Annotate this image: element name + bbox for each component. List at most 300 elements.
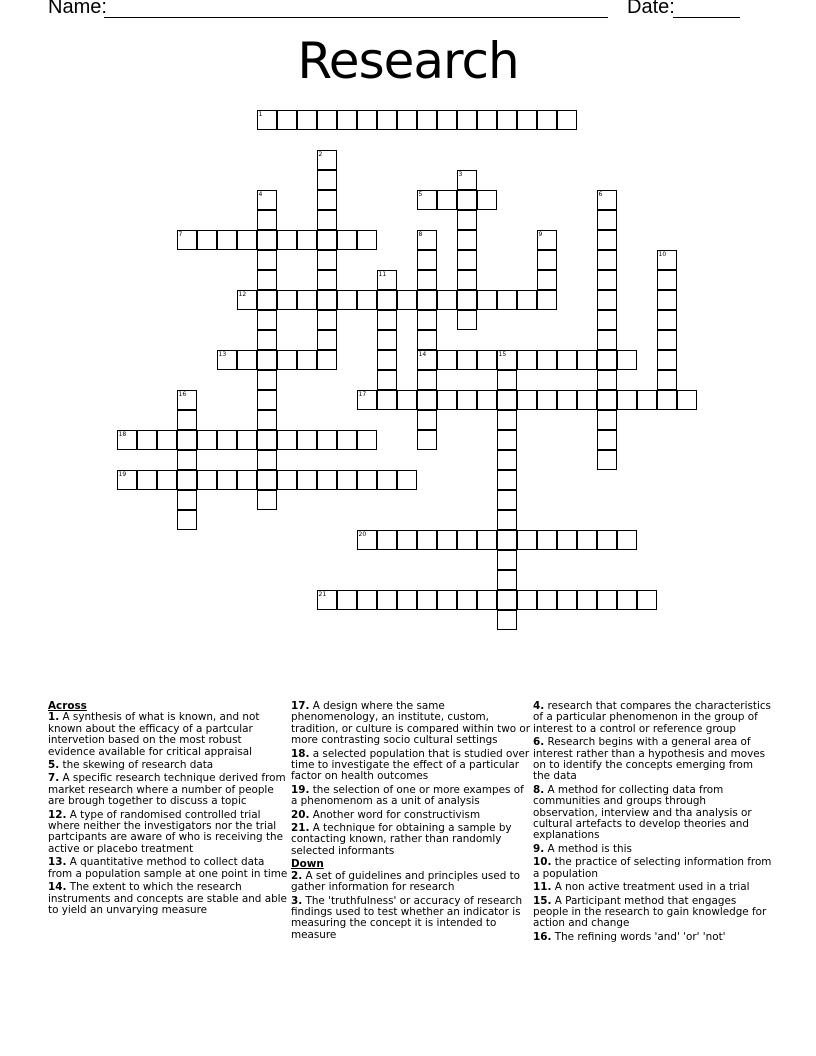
crossword-cell[interactable] xyxy=(337,590,357,610)
crossword-cell[interactable] xyxy=(537,250,557,270)
crossword-cell[interactable] xyxy=(357,390,377,410)
clue-number-label: 15 xyxy=(498,350,507,358)
crossword-cell[interactable] xyxy=(297,430,317,450)
date-field[interactable] xyxy=(673,0,740,18)
crossword-cell[interactable] xyxy=(237,230,257,250)
clue-number: 18. xyxy=(291,747,310,760)
crossword-cell[interactable] xyxy=(217,470,237,490)
crossword-cell[interactable] xyxy=(657,310,677,330)
clue-text: Research begins with a general area of interest rather than a hypothesis and moves on to identify the concepts emerging from the data xyxy=(533,736,766,783)
crossword-cell[interactable] xyxy=(317,470,337,490)
crossword-cell[interactable] xyxy=(317,110,337,130)
crossword-cell[interactable] xyxy=(397,530,417,550)
crossword-cell[interactable] xyxy=(397,470,417,490)
crossword-cell[interactable] xyxy=(517,390,537,410)
crossword-cell[interactable] xyxy=(257,470,277,490)
crossword-cell[interactable] xyxy=(317,170,337,190)
crossword-cell[interactable] xyxy=(377,330,397,350)
crossword-cell[interactable] xyxy=(257,250,277,270)
crossword-cell[interactable] xyxy=(457,170,477,190)
crossword-cell[interactable] xyxy=(457,390,477,410)
clue-number-label: 8 xyxy=(418,230,423,238)
crossword-cell[interactable] xyxy=(317,250,337,270)
crossword-cell[interactable] xyxy=(517,590,537,610)
crossword-cell[interactable] xyxy=(137,470,157,490)
clue-number-label: 7 xyxy=(178,230,183,238)
crossword-cell[interactable] xyxy=(177,470,197,490)
crossword-cell[interactable] xyxy=(277,110,297,130)
crossword-cell[interactable] xyxy=(457,310,477,330)
clue-across-5 xyxy=(48,760,288,771)
crossword-cell[interactable] xyxy=(537,290,557,310)
crossword-cell[interactable] xyxy=(437,590,457,610)
crossword-cell[interactable] xyxy=(597,450,617,470)
clue-number-label: 19 xyxy=(118,470,127,478)
crossword-cell[interactable] xyxy=(217,350,237,370)
clues-column-3 xyxy=(533,701,773,945)
crossword-cell[interactable] xyxy=(297,110,317,130)
crossword-cell[interactable] xyxy=(357,470,377,490)
crossword-cell[interactable] xyxy=(637,590,657,610)
clue-across-17 xyxy=(291,701,531,747)
crossword-cell[interactable] xyxy=(657,390,677,410)
clue-number: 15. xyxy=(533,894,552,907)
crossword-cell[interactable] xyxy=(597,290,617,310)
crossword-cell[interactable] xyxy=(417,110,437,130)
clue-number-label: 5 xyxy=(418,190,423,198)
crossword-cell[interactable] xyxy=(537,110,557,130)
crossword-cell[interactable] xyxy=(317,590,337,610)
crossword-cell[interactable] xyxy=(337,430,357,450)
crossword-cell[interactable] xyxy=(537,270,557,290)
crossword-cell[interactable] xyxy=(437,530,457,550)
crossword-cell[interactable] xyxy=(397,290,417,310)
clue-across-12 xyxy=(48,810,288,856)
crossword-cell[interactable] xyxy=(417,430,437,450)
clue-number: 13. xyxy=(48,856,67,869)
crossword-cell[interactable] xyxy=(377,590,397,610)
crossword-cell[interactable] xyxy=(457,230,477,250)
clue-number-label: 11 xyxy=(378,270,387,278)
clue-number: 10. xyxy=(533,856,552,869)
clue-text: A type of randomised controlled trial where neither the investigators nor the trial partcipants are aware of who is receiving the active or placebo treatment xyxy=(48,808,283,855)
crossword-cell[interactable] xyxy=(497,370,517,390)
crossword-cell[interactable] xyxy=(497,410,517,430)
crossword-cell[interactable] xyxy=(597,190,617,210)
clue-across-13 xyxy=(48,857,288,880)
crossword-cell[interactable] xyxy=(157,430,177,450)
crossword-cell[interactable] xyxy=(417,530,437,550)
crossword-cell[interactable] xyxy=(337,230,357,250)
crossword-cell[interactable] xyxy=(317,330,337,350)
crossword-cell[interactable] xyxy=(337,110,357,130)
crossword-cell[interactable] xyxy=(477,290,497,310)
crossword-cell[interactable] xyxy=(497,430,517,450)
crossword-cell[interactable] xyxy=(537,350,557,370)
clue-down-8 xyxy=(533,785,773,842)
clue-number: 6. xyxy=(533,736,545,749)
crossword-cell[interactable] xyxy=(257,370,277,390)
clue-number: 21. xyxy=(291,822,310,835)
crossword-cell[interactable] xyxy=(237,290,257,310)
crossword-cell[interactable] xyxy=(557,350,577,370)
crossword-cell[interactable] xyxy=(597,270,617,290)
crossword-cell[interactable] xyxy=(257,350,277,370)
crossword-cell[interactable] xyxy=(657,370,677,390)
clue-text: A set of guidelines and principles used to gather information for research xyxy=(291,869,521,894)
crossword-cell[interactable] xyxy=(657,270,677,290)
crossword-cell[interactable] xyxy=(377,470,397,490)
crossword-cell[interactable] xyxy=(457,110,477,130)
crossword-cell[interactable] xyxy=(477,110,497,130)
clue-number-label: 12 xyxy=(238,290,247,298)
crossword-cell[interactable] xyxy=(297,350,317,370)
crossword-cell[interactable] xyxy=(317,350,337,370)
crossword-cell[interactable] xyxy=(457,290,477,310)
crossword-cell[interactable] xyxy=(257,270,277,290)
crossword-cell[interactable] xyxy=(237,430,257,450)
crossword-cell[interactable] xyxy=(417,230,437,250)
crossword-cell[interactable] xyxy=(177,230,197,250)
crossword-cell[interactable] xyxy=(497,590,517,610)
crossword-cell[interactable] xyxy=(417,310,437,330)
crossword-cell[interactable] xyxy=(177,410,197,430)
crossword-cell[interactable] xyxy=(677,390,697,410)
clue-down-6 xyxy=(533,737,773,783)
crossword-cell[interactable] xyxy=(617,590,637,610)
clue-number-label: 18 xyxy=(118,430,127,438)
crossword-cell[interactable] xyxy=(617,350,637,370)
crossword-cell[interactable] xyxy=(477,190,497,210)
crossword-cell[interactable] xyxy=(197,230,217,250)
clue-number: 16. xyxy=(533,930,552,943)
crossword-cell[interactable] xyxy=(657,350,677,370)
clue-number-label: 4 xyxy=(258,190,263,198)
crossword-cell[interactable] xyxy=(357,110,377,130)
crossword-cell[interactable] xyxy=(357,530,377,550)
crossword-cell[interactable] xyxy=(457,530,477,550)
crossword-cell[interactable] xyxy=(477,350,497,370)
crossword-cell[interactable] xyxy=(657,250,677,270)
clue-down-10 xyxy=(533,857,773,880)
crossword-cell[interactable] xyxy=(457,210,477,230)
crossword-cell[interactable] xyxy=(597,250,617,270)
clue-across-7 xyxy=(48,773,288,807)
crossword-cell[interactable] xyxy=(177,390,197,410)
clue-down-11 xyxy=(533,882,773,893)
crossword-cell[interactable] xyxy=(377,290,397,310)
crossword-cell[interactable] xyxy=(157,470,177,490)
crossword-cell[interactable] xyxy=(557,530,577,550)
crossword-cell[interactable] xyxy=(597,590,617,610)
clue-across-18 xyxy=(291,749,531,783)
crossword-cell[interactable] xyxy=(597,330,617,350)
crossword-cell[interactable] xyxy=(357,290,377,310)
across-heading: Across xyxy=(48,700,87,712)
clue-text: research that compares the characteristics of a particular phenomenon in the group of interest to a control or reference group xyxy=(533,700,771,735)
crossword-cell[interactable] xyxy=(617,530,637,550)
crossword-cell[interactable] xyxy=(377,370,397,390)
crossword-cell[interactable] xyxy=(377,310,397,330)
crossword-cell[interactable] xyxy=(277,230,297,250)
clue-number-label: 14 xyxy=(418,350,427,358)
down-heading: Down xyxy=(291,858,324,871)
clue-number-label: 20 xyxy=(358,530,367,538)
name-label: Name: xyxy=(48,0,107,18)
crossword-cell[interactable] xyxy=(537,230,557,250)
crossword-cell[interactable] xyxy=(277,470,297,490)
crossword-cell[interactable] xyxy=(497,290,517,310)
crossword-cell[interactable] xyxy=(297,470,317,490)
crossword-cell[interactable] xyxy=(417,270,437,290)
crossword-cell[interactable] xyxy=(257,410,277,430)
crossword-cell[interactable] xyxy=(397,590,417,610)
crossword-cell[interactable] xyxy=(417,390,437,410)
crossword-cell[interactable] xyxy=(597,410,617,430)
clue-number-label: 17 xyxy=(358,390,367,398)
crossword-cell[interactable] xyxy=(177,510,197,530)
clue-text: A method is this xyxy=(547,842,632,855)
crossword-cell[interactable] xyxy=(377,350,397,370)
clue-number: 8. xyxy=(533,783,545,796)
crossword-cell[interactable] xyxy=(357,590,377,610)
date-label: Date: xyxy=(627,0,675,18)
clue-text: A technique for obtaining a sample by contacting known, rather than randomly selected informants xyxy=(291,822,512,857)
crossword-cell[interactable] xyxy=(437,290,457,310)
crossword-cell[interactable] xyxy=(477,390,497,410)
crossword-cell[interactable] xyxy=(497,110,517,130)
crossword-cell[interactable] xyxy=(597,350,617,370)
clue-number: 12. xyxy=(48,808,67,821)
clue-number-label: 3 xyxy=(458,170,463,178)
crossword-cell[interactable] xyxy=(597,530,617,550)
clue-number: 14. xyxy=(48,881,67,894)
clue-number: 2. xyxy=(291,869,303,882)
crossword-cell[interactable] xyxy=(257,290,277,310)
crossword-cell[interactable] xyxy=(417,250,437,270)
crossword-cell[interactable] xyxy=(417,190,437,210)
crossword-cell[interactable] xyxy=(237,470,257,490)
crossword-cell[interactable] xyxy=(257,210,277,230)
clue-text: Another word for constructivism xyxy=(312,808,481,821)
clue-text: a selected population that is studied over time to investigate the effect of a particular factor on health outcomes xyxy=(291,747,530,783)
crossword-cell[interactable] xyxy=(497,450,517,470)
crossword-cell[interactable] xyxy=(497,490,517,510)
clue-number-label: 2 xyxy=(318,150,323,158)
crossword-cell[interactable] xyxy=(417,590,437,610)
crossword-cell[interactable] xyxy=(257,330,277,350)
crossword-cell[interactable] xyxy=(457,250,477,270)
crossword-cell[interactable] xyxy=(417,290,437,310)
crossword-cell[interactable] xyxy=(397,110,417,130)
crossword-cell[interactable] xyxy=(377,110,397,130)
crossword-cell[interactable] xyxy=(257,490,277,510)
crossword-cell[interactable] xyxy=(377,390,397,410)
clue-number: 1. xyxy=(48,711,60,724)
crossword-cell[interactable] xyxy=(317,190,337,210)
crossword-cell[interactable] xyxy=(497,530,517,550)
clue-down-15 xyxy=(533,896,773,930)
crossword-cell[interactable] xyxy=(357,230,377,250)
clue-text: A Participant method that engages people in the research to gain knowledge for action and change xyxy=(533,894,767,930)
crossword-cell[interactable] xyxy=(177,430,197,450)
crossword-cell[interactable] xyxy=(497,350,517,370)
clue-number: 17. xyxy=(291,700,310,712)
clue-number-label: 13 xyxy=(218,350,227,358)
crossword-cell[interactable] xyxy=(577,590,597,610)
crossword-cell[interactable] xyxy=(317,310,337,330)
crossword-cell[interactable] xyxy=(597,390,617,410)
clue-number: 20. xyxy=(291,808,310,821)
crossword-cell[interactable] xyxy=(317,290,337,310)
worksheet-header xyxy=(48,0,748,20)
crossword-cell[interactable] xyxy=(257,390,277,410)
crossword-cell[interactable] xyxy=(317,430,337,450)
crossword-cell[interactable] xyxy=(577,530,597,550)
crossword-cell[interactable] xyxy=(417,330,437,350)
clue-number: 4. xyxy=(533,700,545,712)
clue-text: A method for collecting data from communities and groups through observation, interview and tha analysis or cultural artefacts to develop theories and explanations xyxy=(533,783,752,842)
clue-text: The 'truthfulness' or accuracy of research findings used to test whether an indicator is measuring the concept it is intended to measure xyxy=(291,894,523,941)
crossword-cell[interactable] xyxy=(117,470,137,490)
crossword-cell[interactable] xyxy=(257,450,277,470)
crossword-cell[interactable] xyxy=(257,230,277,250)
crossword-cell[interactable] xyxy=(137,430,157,450)
crossword-cell[interactable] xyxy=(477,590,497,610)
crossword-cell[interactable] xyxy=(557,590,577,610)
crossword-cell[interactable] xyxy=(477,530,497,550)
crossword-cell[interactable] xyxy=(657,330,677,350)
clue-text: the selection of one or more exampes of a phenomenom as a unit of analysis xyxy=(291,783,524,808)
crossword-cell[interactable] xyxy=(397,390,417,410)
crossword-cell[interactable] xyxy=(537,530,557,550)
crossword-cell[interactable] xyxy=(277,350,297,370)
crossword-cell[interactable] xyxy=(257,430,277,450)
crossword-cell[interactable] xyxy=(497,390,517,410)
crossword-cell[interactable] xyxy=(497,570,517,590)
crossword-cell[interactable] xyxy=(517,530,537,550)
crossword-grid xyxy=(117,110,717,650)
crossword-cell[interactable] xyxy=(597,310,617,330)
crossword-cell[interactable] xyxy=(357,430,377,450)
crossword-cell[interactable] xyxy=(497,510,517,530)
crossword-cell[interactable] xyxy=(517,290,537,310)
crossword-cell[interactable] xyxy=(117,430,137,450)
crossword-cell[interactable] xyxy=(177,490,197,510)
crossword-cell[interactable] xyxy=(577,390,597,410)
clues-column-1 xyxy=(48,701,288,918)
crossword-cell[interactable] xyxy=(597,230,617,250)
crossword-cell[interactable] xyxy=(437,190,457,210)
clue-number-label: 16 xyxy=(178,390,187,398)
crossword-cell[interactable] xyxy=(257,310,277,330)
crossword-cell[interactable] xyxy=(437,350,457,370)
crossword-cell[interactable] xyxy=(497,470,517,490)
clue-text: A quantitative method to collect data from a population sample at one point in time xyxy=(48,856,288,880)
name-field[interactable] xyxy=(104,0,608,18)
clue-text: A synthesis of what is known, and not known about the efficacy of a partcular intervetion based on the most robust evidence available for critical appraisal xyxy=(48,711,260,758)
crossword-cell[interactable] xyxy=(597,430,617,450)
crossword-cell[interactable] xyxy=(637,390,657,410)
crossword-cell[interactable] xyxy=(297,290,317,310)
crossword-cell[interactable] xyxy=(557,390,577,410)
crossword-cell[interactable] xyxy=(237,350,257,370)
clue-across-21 xyxy=(291,823,531,857)
page-title: Research xyxy=(297,32,519,90)
crossword-cell[interactable] xyxy=(417,410,437,430)
clue-across-19 xyxy=(291,785,531,808)
clue-number: 3. xyxy=(291,894,303,907)
crossword-cell[interactable] xyxy=(537,390,557,410)
crossword-cell[interactable] xyxy=(557,110,577,130)
clue-down-2 xyxy=(291,871,531,894)
crossword-cell[interactable] xyxy=(317,150,337,170)
crossword-cell[interactable] xyxy=(437,110,457,130)
crossword-cell[interactable] xyxy=(517,110,537,130)
crossword-cell[interactable] xyxy=(197,430,217,450)
crossword-cell[interactable] xyxy=(217,430,237,450)
crossword-cell[interactable] xyxy=(257,110,277,130)
crossword-cell[interactable] xyxy=(337,290,357,310)
crossword-cell[interactable] xyxy=(377,530,397,550)
crossword-cell[interactable] xyxy=(317,230,337,250)
crossword-cell[interactable] xyxy=(217,230,237,250)
crossword-cell[interactable] xyxy=(417,370,437,390)
clue-number: 9. xyxy=(533,842,545,855)
crossword-cell[interactable] xyxy=(457,590,477,610)
crossword-cell[interactable] xyxy=(537,590,557,610)
clue-down-16 xyxy=(533,932,773,943)
crossword-cell[interactable] xyxy=(377,270,397,290)
clue-number: 7. xyxy=(48,772,60,785)
crossword-cell[interactable] xyxy=(497,550,517,570)
crossword-cell[interactable] xyxy=(437,390,457,410)
clue-text: the practice of selecting information from a population xyxy=(533,856,772,880)
crossword-cell[interactable] xyxy=(317,210,337,230)
crossword-cell[interactable] xyxy=(497,610,517,630)
crossword-cell[interactable] xyxy=(657,290,677,310)
crossword-cell[interactable] xyxy=(517,350,537,370)
clue-across-14 xyxy=(48,882,288,916)
crossword-cell[interactable] xyxy=(277,430,297,450)
crossword-cell[interactable] xyxy=(177,450,197,470)
clue-down-3 xyxy=(291,896,531,942)
crossword-cell[interactable] xyxy=(257,190,277,210)
crossword-cell[interactable] xyxy=(297,230,317,250)
crossword-cell[interactable] xyxy=(337,470,357,490)
crossword-cell[interactable] xyxy=(457,270,477,290)
crossword-cell[interactable] xyxy=(277,290,297,310)
crossword-cell[interactable] xyxy=(317,270,337,290)
clue-down-4 xyxy=(533,701,773,735)
clue-text: A non active treatment used in a trial xyxy=(554,881,750,894)
clue-text: The extent to which the research instruments and concepts are stable and able to yield an unvarying measure xyxy=(48,881,287,916)
crossword-cell[interactable] xyxy=(457,190,477,210)
clue-number: 19. xyxy=(291,783,310,796)
crossword-cell[interactable] xyxy=(597,370,617,390)
clue-number-label: 1 xyxy=(258,110,263,118)
clue-text: the skewing of research data xyxy=(62,759,214,772)
crossword-cell[interactable] xyxy=(457,350,477,370)
crossword-cell[interactable] xyxy=(617,390,637,410)
crossword-cell[interactable] xyxy=(577,350,597,370)
clue-across-1 xyxy=(48,712,288,758)
clue-across-20 xyxy=(291,810,531,821)
clue-text: A design where the same phenomenology, an institute, custom, tradition, or culture is compared within two or more contrasting socio cultural settings xyxy=(291,700,530,747)
crossword-cell[interactable] xyxy=(197,470,217,490)
crossword-cell[interactable] xyxy=(597,210,617,230)
crossword-cell[interactable] xyxy=(417,350,437,370)
